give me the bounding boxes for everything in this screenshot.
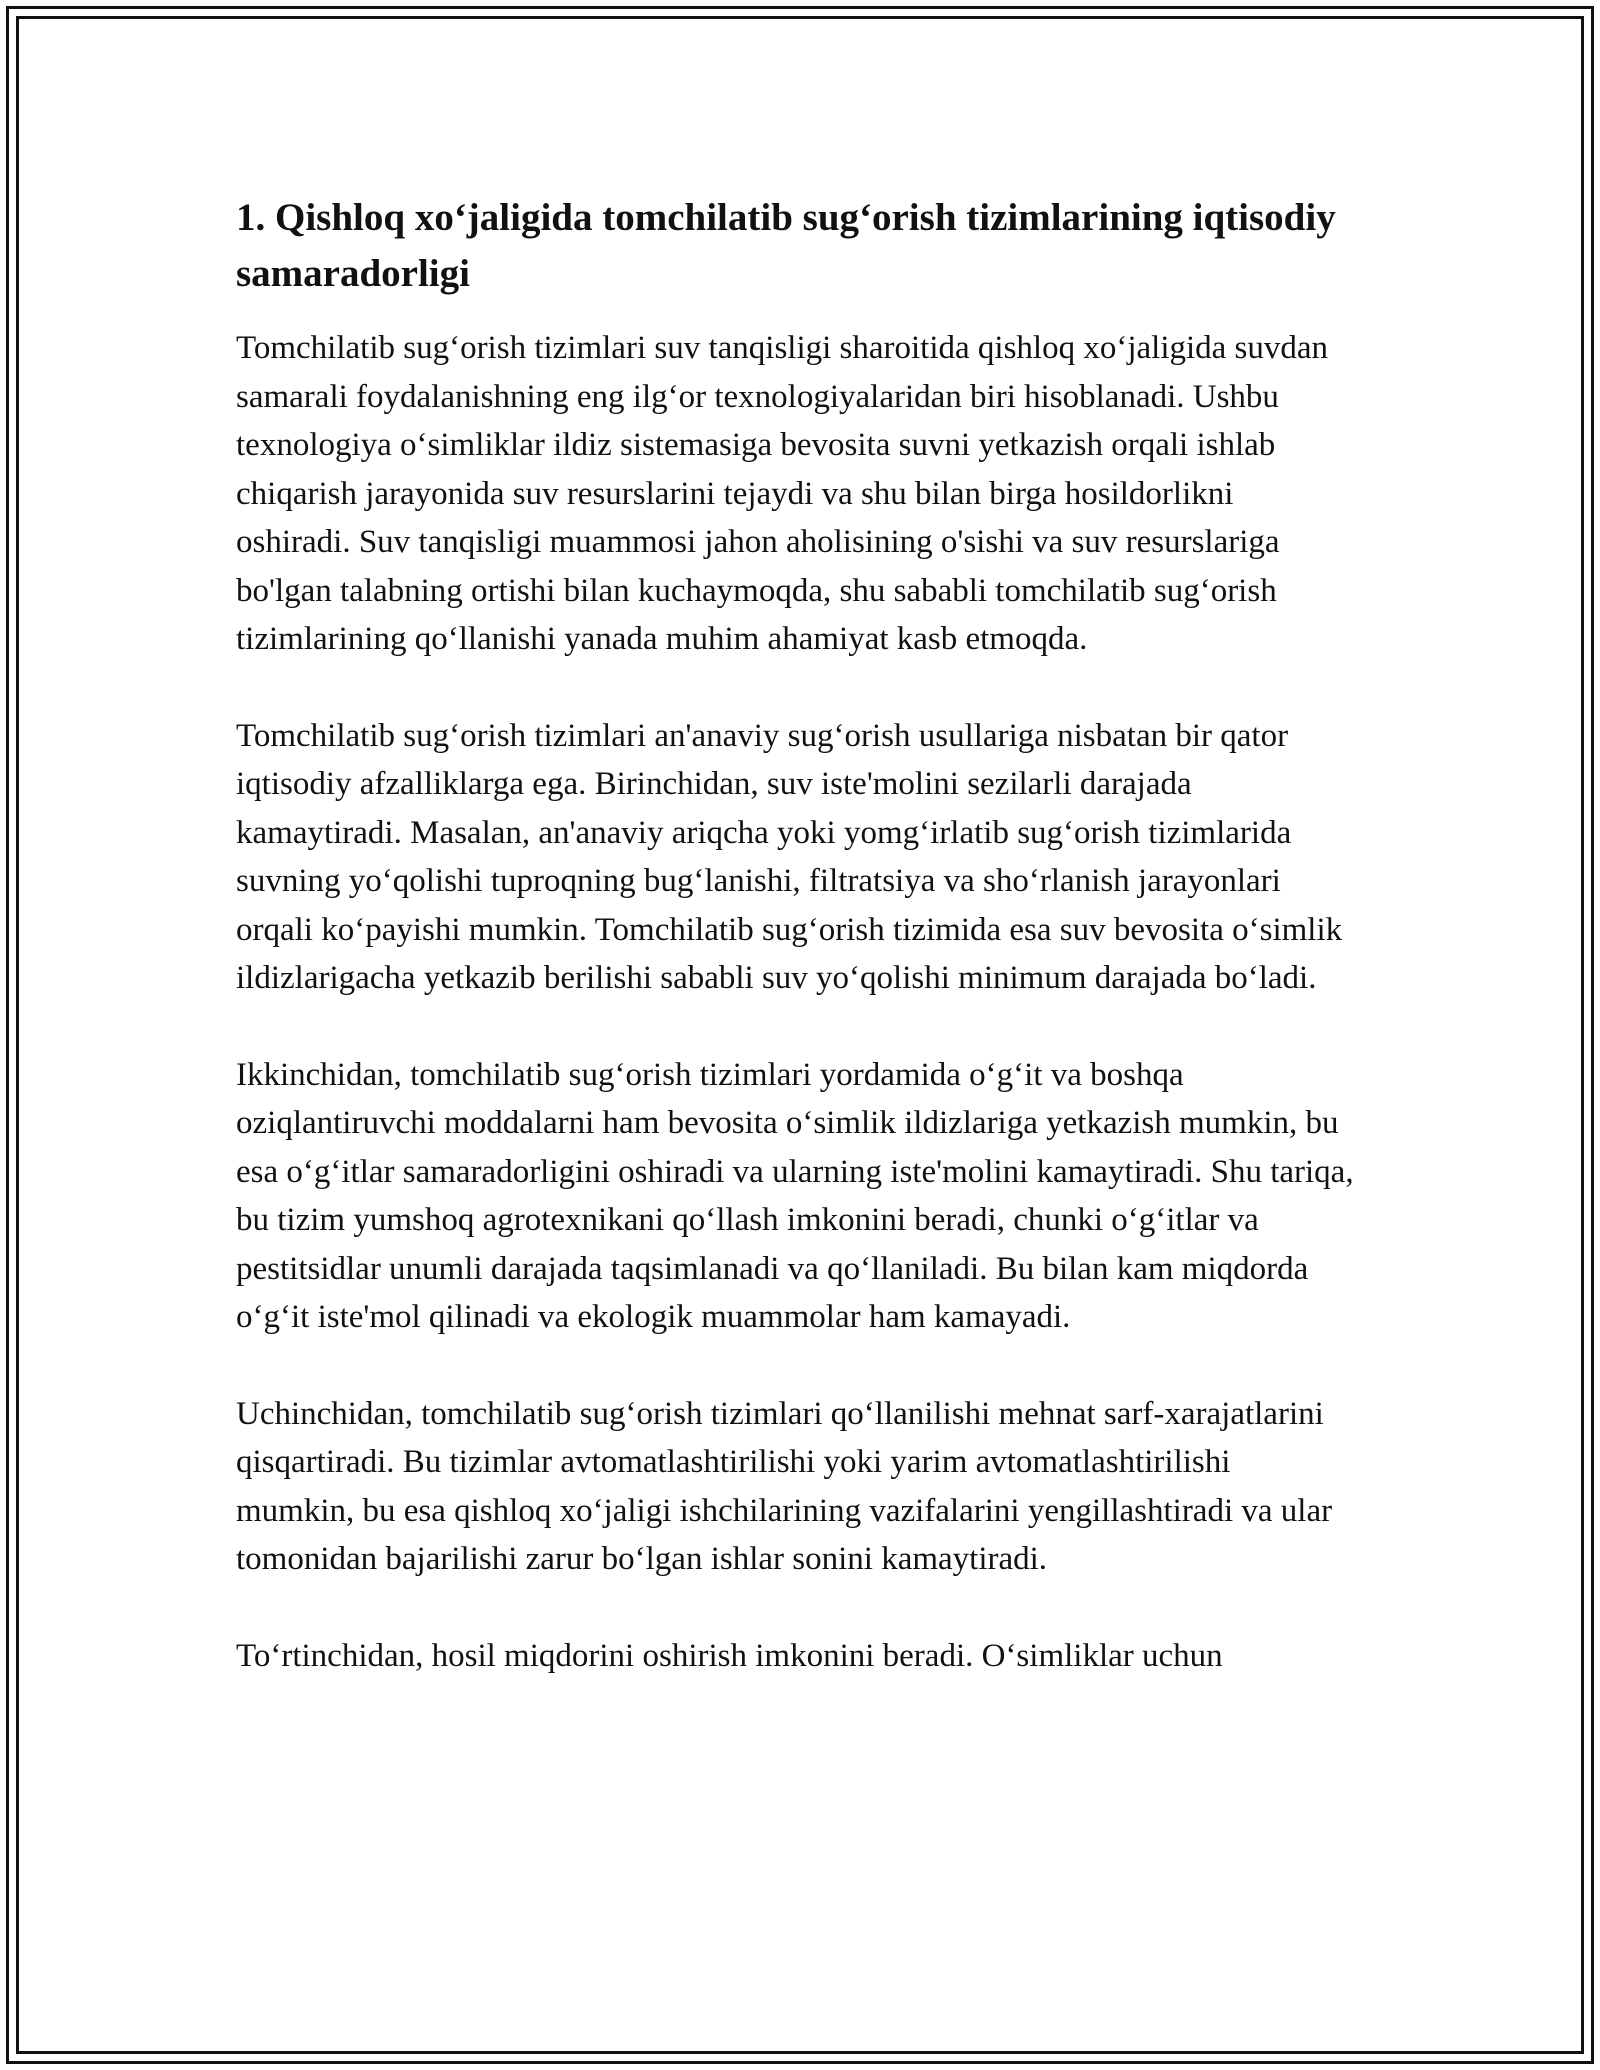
paragraph-third-point: Uchinchidan, tomchilatib sug‘orish tizimlari qo‘llanilishi mehnat sarf-xarajatlarini qisqartiradi. Bu tizimlar avtomatlashtirilishi yoki yarim avtomatlashtirilishi mumkin, bu esa qishloq xo‘jaligi ishchilarining vazifalarini yengillashtiradi va ular tomonidan bajarilishi zarur bo‘lgan ishlar sonini kamaytiradi. — [236, 1395, 1333, 1577]
paragraph-fourth-point: To‘rtinchidan, hosil miqdorini oshirish imkonini beradi. O‘simliklar uchun — [236, 1637, 1223, 1674]
paragraph-intro: Tomchilatib sug‘orish tizimlari suv tanqisligi sharoitida qishloq xo‘jaligida suvdan samarali foydalanishning eng ilg‘or texnologiyalaridan biri hisoblanadi. Ushbu texnologiya o‘simliklar ildiz sistemasiga bevosita suvni yetkazish orqali ishlab chiqarish jarayonida suv resurslarini tejaydi va shu bilan birga hosildorlikni oshiradi. Suv tanqisligi muammosi jahon aholisining o'sishi va suv resurslariga bo'lgan talabning ortishi bilan kuchaymoqda, shu sababli tomchilatib sug‘orish tizimlarining qo‘llanishi yanada muhim ahamiyat kasb etmoqda. — [236, 330, 1329, 657]
document-body — [236, 190, 1356, 1680]
paragraph-second-point: Ikkinchidan, tomchilatib sug‘orish tizimlari yordamida o‘g‘it va boshqa oziqlantiruvchi moddalarni ham bevosita o‘simlik ildizlariga yetkazish mumkin, bu esa o‘g‘itlar samaradorligini oshiradi va ularning iste'molini kamaytiradi. Shu tariqa, bu tizim yumshoq agrotexnikani qo‘llash imkonini beradi, chunki o‘g‘itlar va pestitsidlar unumli darajada taqsimlanadi va qo‘llaniladi. Bu bilan kam miqdorda o‘g‘it iste'mol qilinadi va ekologik muammolar ham kamayadi. — [236, 1056, 1354, 1335]
paragraph-advantages: Tomchilatib sug‘orish tizimlari an'anaviy sug‘orish usullariga nisbatan bir qator iqtisodiy afzalliklarga ega. Birinchidan, suv iste'molini sezilarli darajada kamaytiradi. Masalan, an'anaviy ariqcha yoki yomg‘irlatib sug‘orish tizimlarida suvning yo‘qolishi tuproqning bug‘lanishi, filtratsiya va sho‘rlanish jarayonlari orqali ko‘payishi mumkin. Tomchilatib sug‘orish tizimida esa suv bevosita o‘simlik ildizlarigacha yetkazib berilishi sababli suv yo‘qolishi minimum darajada bo‘ladi. — [236, 717, 1343, 996]
section-heading: 1. Qishloq xo‘jaligida tomchilatib sug‘orish tizimlarining iqtisodiy samaradorligi — [236, 196, 1336, 295]
